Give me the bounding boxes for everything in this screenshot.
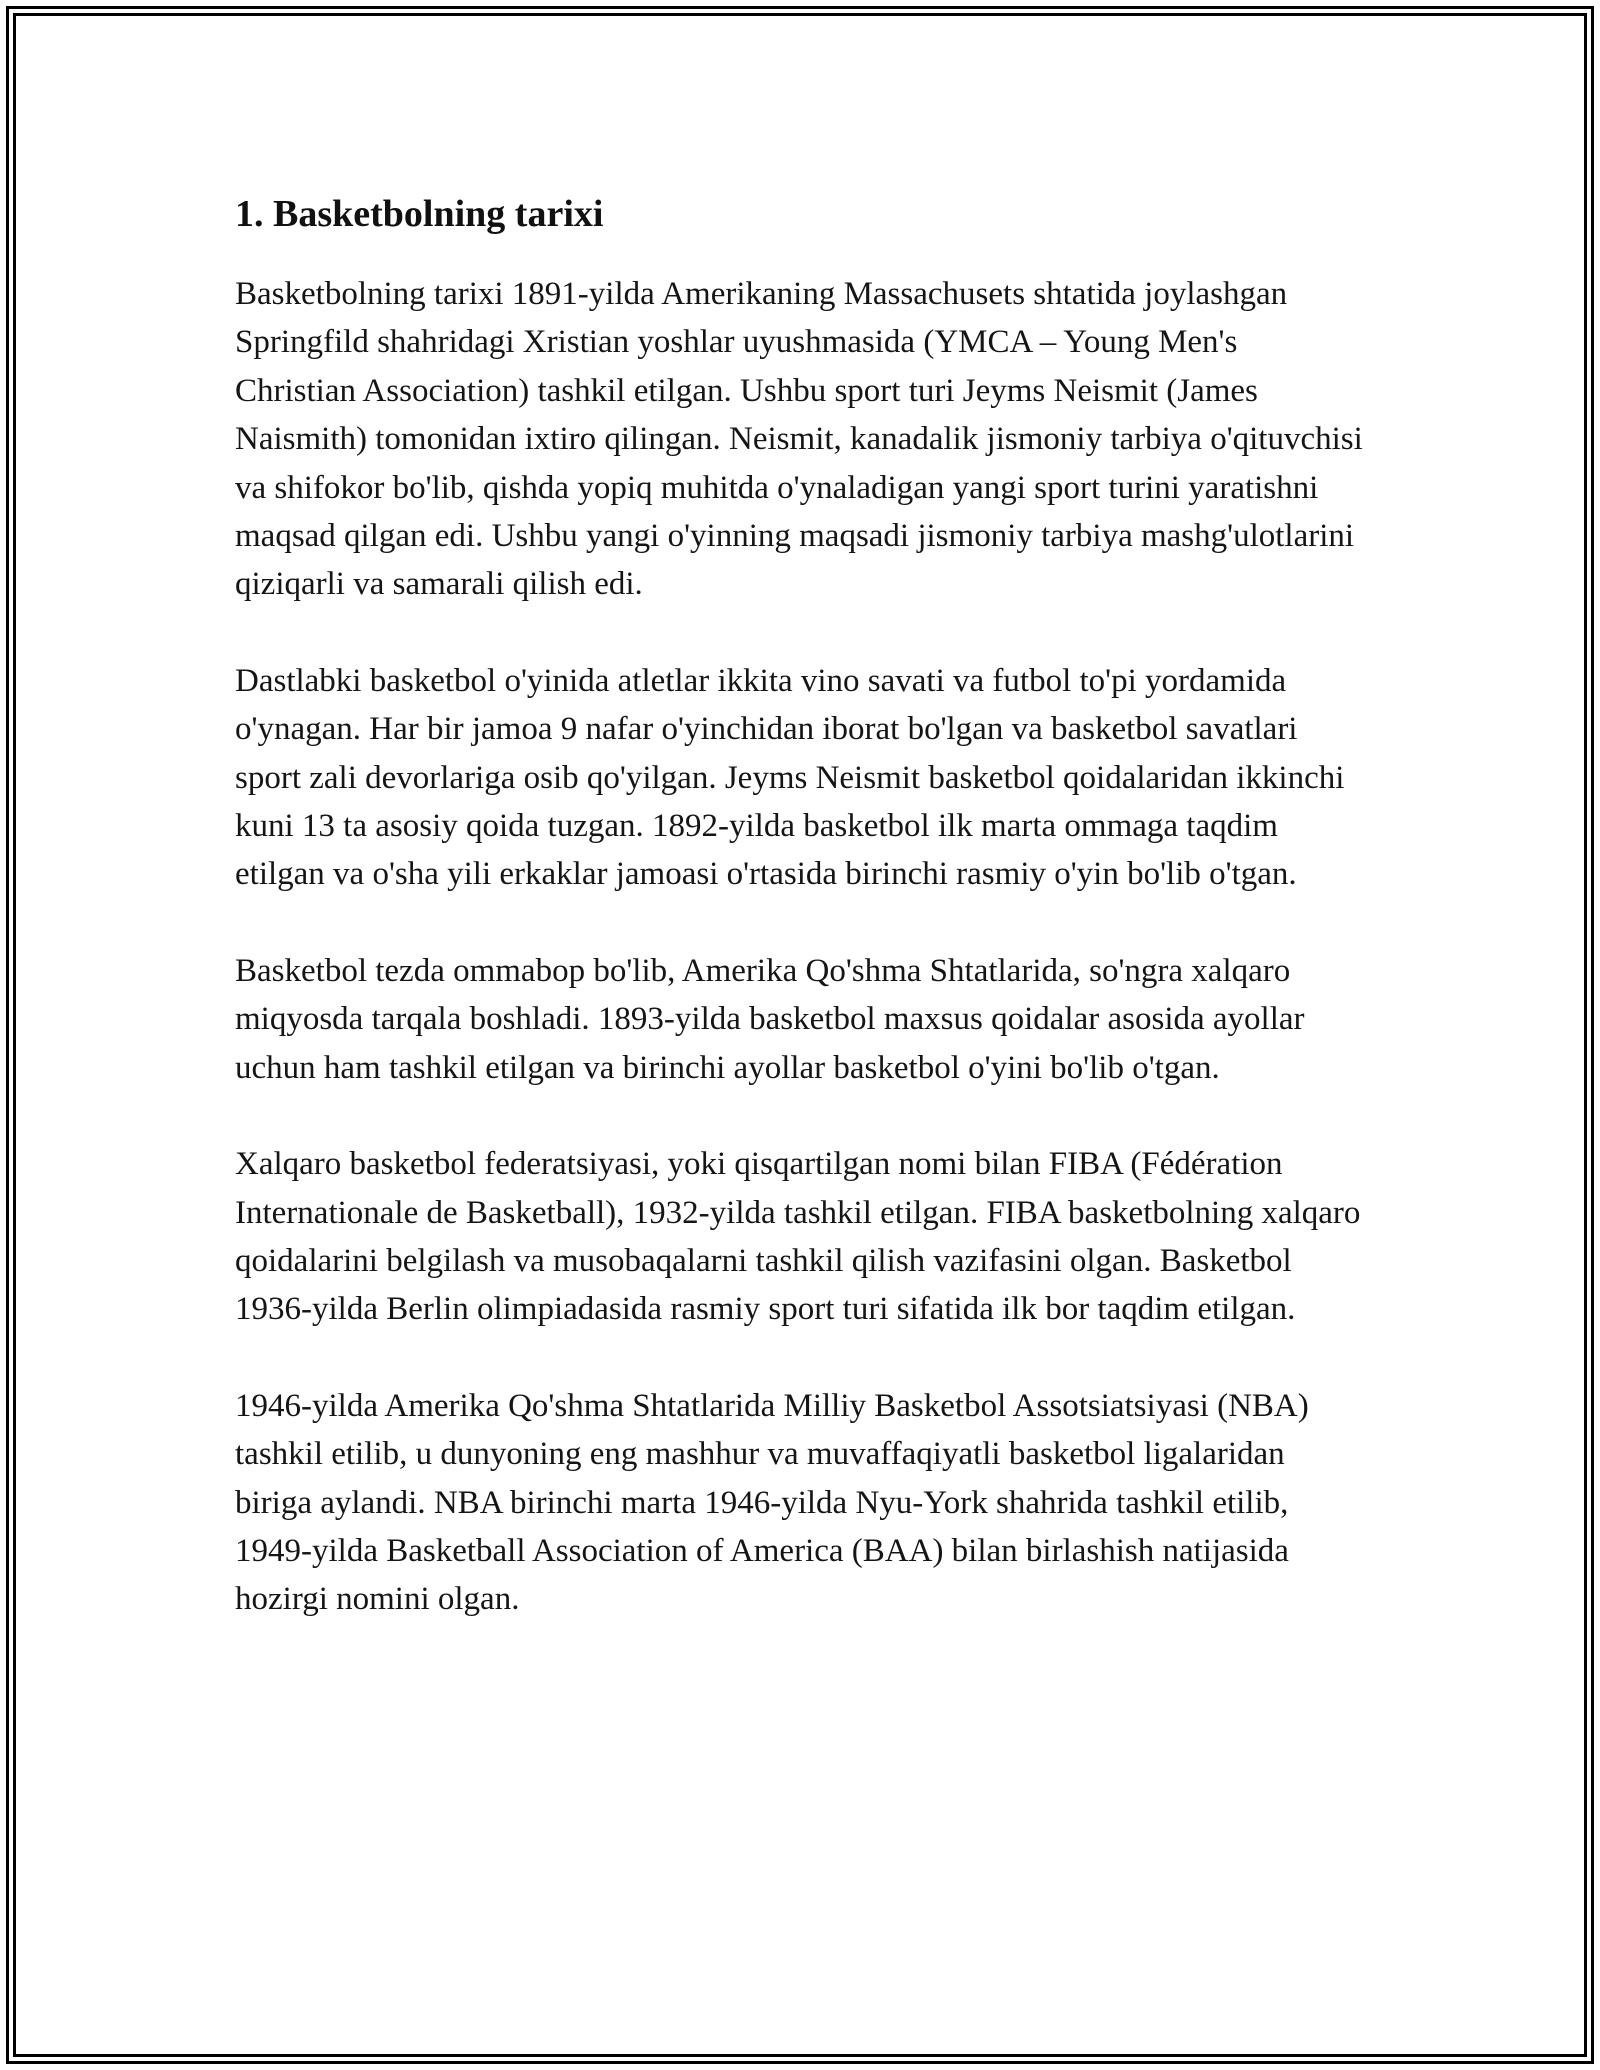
document-body bbox=[235, 186, 1365, 1672]
paragraph-spread: Basketbol tezda ommabop bo'lib, Amerika Qo'shma Shtatlarida, so'ngra xalqaro miqyosda tarqala boshladi. 1893-yilda basketbol maxsus qoidalar asosida ayollar uchun ham tashkil etilgan va birinchi ayollar basketbol o'yini bo'lib o'tgan. bbox=[235, 952, 1305, 1086]
paragraph-origin: Basketbolning tarixi 1891-yilda Amerikaning Massachusets shtatida joylashgan Springfild shahridagi Xristian yoshlar uyushmasida (YMCA – Young Men's Christian Association) tashkil etilgan. Ushbu sport turi Jeyms Neismit (James Naismith) tomonidan ixtiro qilingan. Neismit, kanadalik jismoniy tarbiya o'qituvchisi va shifokor bo'lib, qishda yopiq muhitda o'ynaladigan yangi sport turini yaratishni maqsad qilgan edi. Ushbu yangi o'yinning maqsadi jismoniy tarbiya mashg'ulotlarini qiziqarli va samarali qilish edi. bbox=[235, 276, 1363, 603]
section-heading: 1. Basketbolning tarixi bbox=[235, 193, 604, 235]
paragraph-early-game: Dastlabki basketbol o'yinida atletlar ikkita vino savati va futbol to'pi yordamida o'ynagan. Har bir jamoa 9 nafar o'yinchidan iborat bo'lgan va basketbol savatlari sport zali devorlariga osib qo'yilgan. Jeyms Neismit basketbol qoidalaridan ikkinchi kuni 13 ta asosiy qoida tuzgan. 1892-yilda basketbol ilk marta ommaga taqdim etilgan va o'sha yili erkaklar jamoasi o'rtasida birinchi rasmiy o'yin bo'lib o'tgan. bbox=[235, 662, 1345, 893]
paragraph-fiba: Xalqaro basketbol federatsiyasi, yoki qisqartilgan nomi bilan FIBA (Fédération Internationale de Basketball), 1932-yilda tashkil etilgan. FIBA basketbolning xalqaro qoidalarini belgilash va musobaqalarni tashkil qilish vazifasini olgan. Basketbol 1936-yilda Berlin olimpiadasida rasmiy sport turi sifatida ilk bor taqdim etilgan. bbox=[235, 1146, 1361, 1328]
paragraph-nba: 1946-yilda Amerika Qo'shma Shtatlarida Milliy Basketbol Assotsiatsiyasi (NBA) tashkil etilib, u dunyoning eng mashhur va muvaffaqiyatli basketbol ligalaridan biriga aylandi. NBA birinchi marta 1946-yilda Nyu-York shahrida tashkil etilib, 1949-yilda Basketball Association of America (BAA) bilan birlashish natijasida hozirgi nomini olgan. bbox=[235, 1387, 1309, 1618]
